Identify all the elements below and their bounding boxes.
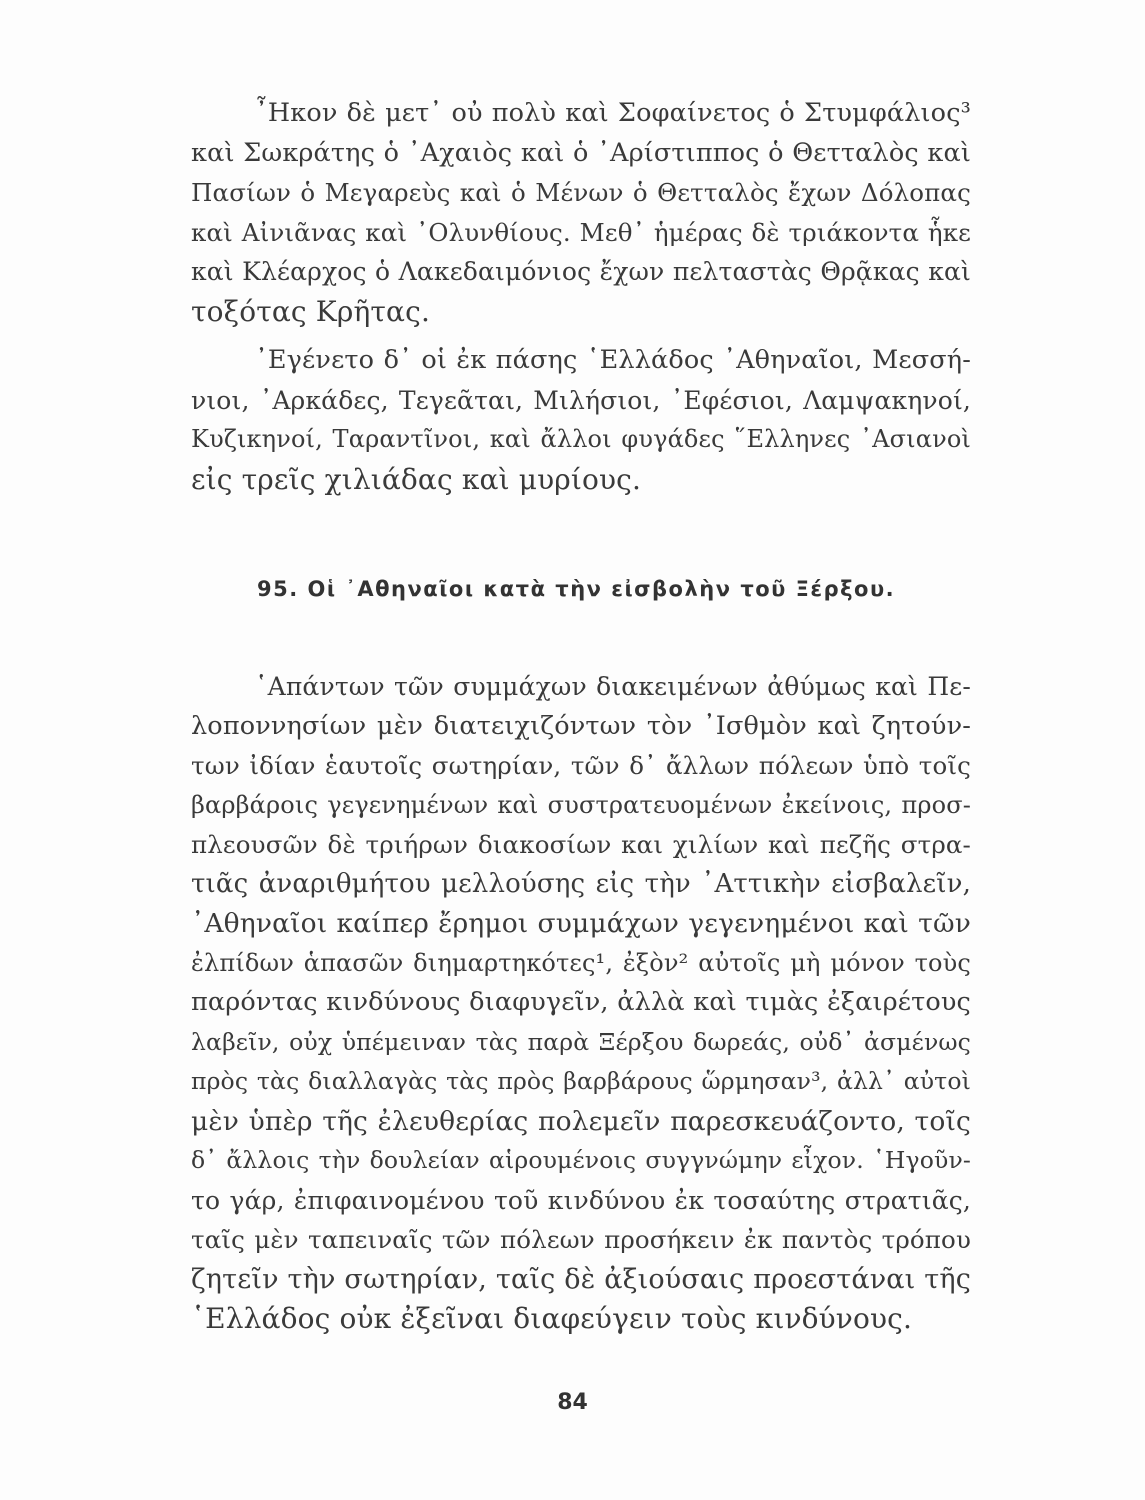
- text-line: νιοι, ᾽Αρκάδες, Τεγεᾶται, Μιλήσιοι, ᾽Εφέσιοι, Λαμψακηνοί,: [191, 385, 971, 415]
- text-line: καὶ Σωκράτης ὁ ᾽Αχαιὸς καὶ ὁ ᾽Αρίστιππος ὁ Θετταλὸς καὶ: [191, 137, 971, 168]
- page-number: 84: [557, 1390, 588, 1415]
- text-line: καὶ Κλέαρχος ὁ Λακεδαιμόνιος ἔχων πελταστὰς Θρᾷκας καὶ: [191, 257, 971, 286]
- section-heading: 95. Οἱ ᾽Αθηναῖοι κατὰ τὴν εἰσβολὴν τοῦ Ξέρξου.: [257, 577, 896, 601]
- text-line: πλεουσῶν δὲ τριήρων διακοσίων και χιλίων καὶ πεζῆς στρα-: [191, 830, 971, 859]
- text-line: παρόντας κινδύνους διαφυγεῖν, ἀλλὰ καὶ τιμὰς ἐξαιρέτους: [191, 987, 971, 1017]
- text-line: ζητεῖν τὴν σωτηρίαν, ταῖς δὲ ἀξιούσαις προεστάναι τῆς: [191, 1263, 971, 1295]
- text-line: ῾Ελλάδος οὐκ ἐξεῖναι διαφεύγειν τοὺς κινδύνους.: [191, 1302, 913, 1335]
- text-line: Πασίων ὁ Μεγαρεὺς καὶ ὁ Μένων ὁ Θετταλὸς ἔχων Δόλοπας: [191, 178, 971, 207]
- text-line: Κυζικηνοί, Ταραντῖνοι, καὶ ἄλλοι φυγάδες ῞Ελληνες ᾽Ασιανοὶ: [191, 425, 971, 453]
- text-line: των ἰδίαν ἑαυτοῖς σωτηρίαν, τῶν δ᾽ ἄλλων πόλεων ὑπὸ τοῖς: [191, 751, 971, 780]
- text-line: μὲν ὑπὲρ τῆς ἐλευθερίας πολεμεῖν παρεσκευάζοντο, τοῖς: [191, 1105, 971, 1137]
- text-line: τοξότας Κρῆτας.: [191, 294, 430, 328]
- text-line: ᾽Εγένετο δ᾽ οἱ ἐκ πάσης ῾Ελλάδος ᾽Αθηναῖοι, Μεσσή-: [255, 345, 971, 375]
- text-line: το γάρ, ἐπιφαινομένου τοῦ κινδύνου ἐκ τοσαύτης στρατιᾶς,: [191, 1185, 971, 1215]
- text-line: πρὸς τὰς διαλλαγὰς τὰς πρὸς βαρβάρους ὥρμησαν³, ἀλλ᾽ αὐτοὶ: [191, 1067, 971, 1095]
- text-line: εἰς τρεῖς χιλιάδας καὶ μυρίους.: [191, 462, 642, 496]
- text-line: βαρβάροις γεγενημένων καὶ συστρατευομένων ἐκείνοις, προσ-: [191, 790, 971, 819]
- text-line: λοποννησίων μὲν διατειχιζόντων τὸν ᾽Ισθμὸν καὶ ζητούν-: [191, 710, 971, 741]
- text-line: ταῖς μὲν ταπειναῖς τῶν πόλεων προσήκειν ἐκ παντὸς τρόπου: [191, 1225, 971, 1254]
- text-line: ᾽Αθηναῖοι καίπερ ἔρημοι συμμάχων γεγενημένοι καὶ τῶν: [191, 908, 971, 939]
- text-line: ἐλπίδων ἁπασῶν διημαρτηκότες¹, ἐξὸν² αὐτοῖς μὴ μόνον τοὺς: [191, 948, 971, 977]
- text-line: λαβεῖν, οὐχ ὑπέμειναν τὰς παρὰ Ξέρξου δωρεάς, οὐδ᾽ ἀσμένως: [191, 1027, 971, 1056]
- text-line: ῏Ηκον δὲ μετ᾽ οὐ πολὺ καὶ Σοφαίνετος ὁ Στυμφάλιος³: [255, 98, 971, 128]
- paragraph-mercenaries-arrive: [191, 94, 971, 331]
- text-line: τιᾶς ἀναριθμήτου μελλούσης εἰς τὴν ᾽Αττικὴν εἰσβαλεῖν,: [191, 868, 971, 899]
- paragraph-athenians-xerxes: [191, 667, 971, 1339]
- text-line: καὶ Αἰνιᾶνας καὶ ᾽Ολυνθίους. Μεθ᾽ ἡμέρας δὲ τριάκοντα ἧκε: [191, 217, 971, 247]
- paragraph-greek-exiles: [191, 341, 971, 499]
- text-line: δ᾽ ἄλλοις τὴν δουλείαν αἱρουμένοις συγγνώμην εἶχον. ῾Ηγοῦν-: [191, 1146, 971, 1174]
- text-line: ῾Απάντων τῶν συμμάχων διακειμένων ἀθύμως καὶ Πε-: [255, 672, 971, 701]
